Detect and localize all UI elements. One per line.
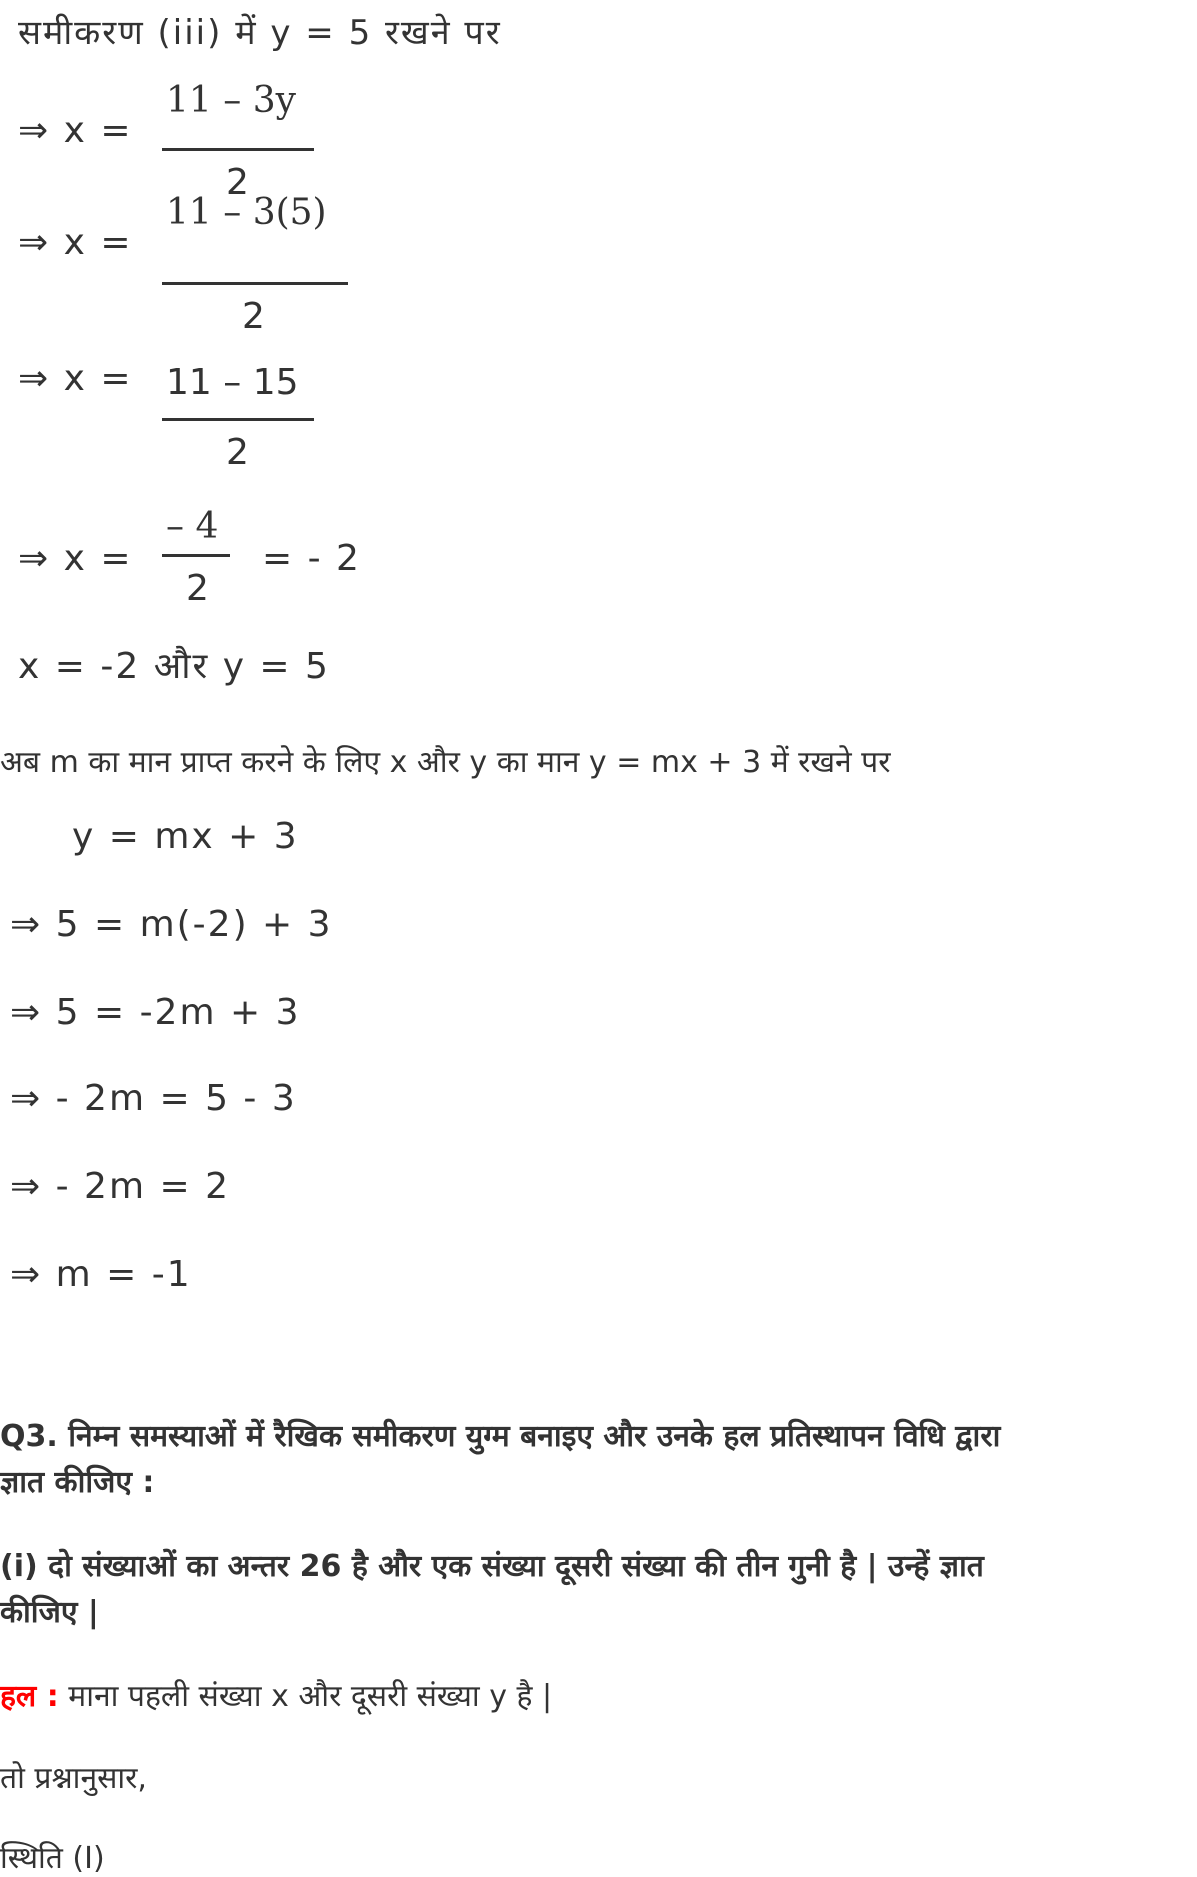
step1-numerator: 11 – 3y bbox=[166, 80, 296, 121]
solution-label: हल : bbox=[0, 1679, 59, 1714]
step1-lhs: ⇒ x = bbox=[18, 110, 133, 151]
according-text: तो प्रश्नानुसार, bbox=[0, 1761, 147, 1796]
solution-line bbox=[0, 1674, 552, 1715]
intro-text: समीकरण (iii) में y = 5 रखने पर bbox=[18, 13, 502, 53]
step1-denominator: 2 bbox=[226, 162, 249, 203]
m-step-3: ⇒ 5 = -2m + 3 bbox=[10, 992, 301, 1033]
m-step-5: ⇒ - 2m = 2 bbox=[10, 1166, 230, 1207]
m-step-6: ⇒ m = -1 bbox=[10, 1254, 192, 1295]
fraction-bar bbox=[162, 148, 314, 151]
fraction-bar bbox=[162, 554, 230, 557]
step3-denominator: 2 bbox=[226, 432, 249, 473]
q3i-line-1: (i) दो संख्याओं का अन्तर 26 है और एक संख्या दूसरी संख्या की तीन गुनी है | उन्हें ज्ञात bbox=[0, 1549, 984, 1584]
q3-heading-line-1: Q3. निम्न समस्याओं में रैखिक समीकरण युग्म बनाइए और उनके हल प्रतिस्थापन विधि द्वारा bbox=[0, 1419, 1001, 1454]
find-m-text: अब m का मान प्राप्त करने के लिए x और y का मान y = mx + 3 में रखने पर bbox=[0, 745, 891, 780]
step2-numerator: 11 – 3(5) bbox=[166, 192, 327, 233]
step3-numerator: 11 – 15 bbox=[166, 362, 299, 403]
fraction-bar bbox=[162, 282, 348, 285]
result-xy: x = -2 और y = 5 bbox=[18, 646, 330, 687]
step4-lhs: ⇒ x = bbox=[18, 538, 133, 579]
fraction-bar bbox=[162, 418, 314, 421]
step2-lhs: ⇒ x = bbox=[18, 222, 133, 263]
q3-heading-line-2: ज्ञात कीजिए : bbox=[0, 1465, 155, 1500]
m-step-2: ⇒ 5 = m(-2) + 3 bbox=[10, 904, 333, 945]
step3-lhs: ⇒ x = bbox=[18, 358, 133, 399]
step4-numerator: – 4 bbox=[166, 506, 219, 547]
condition-text: स्थिति (I) bbox=[0, 1841, 105, 1876]
step4-denominator: 2 bbox=[186, 568, 209, 609]
m-step-4: ⇒ - 2m = 5 - 3 bbox=[10, 1078, 297, 1119]
step2-denominator: 2 bbox=[242, 296, 265, 337]
step4-rhs: = - 2 bbox=[262, 538, 361, 579]
solution-text: माना पहली संख्या x और दूसरी संख्या y है | bbox=[68, 1679, 553, 1714]
q3i-line-2: कीजिए | bbox=[0, 1595, 99, 1630]
m-step-1: y = mx + 3 bbox=[72, 816, 299, 857]
